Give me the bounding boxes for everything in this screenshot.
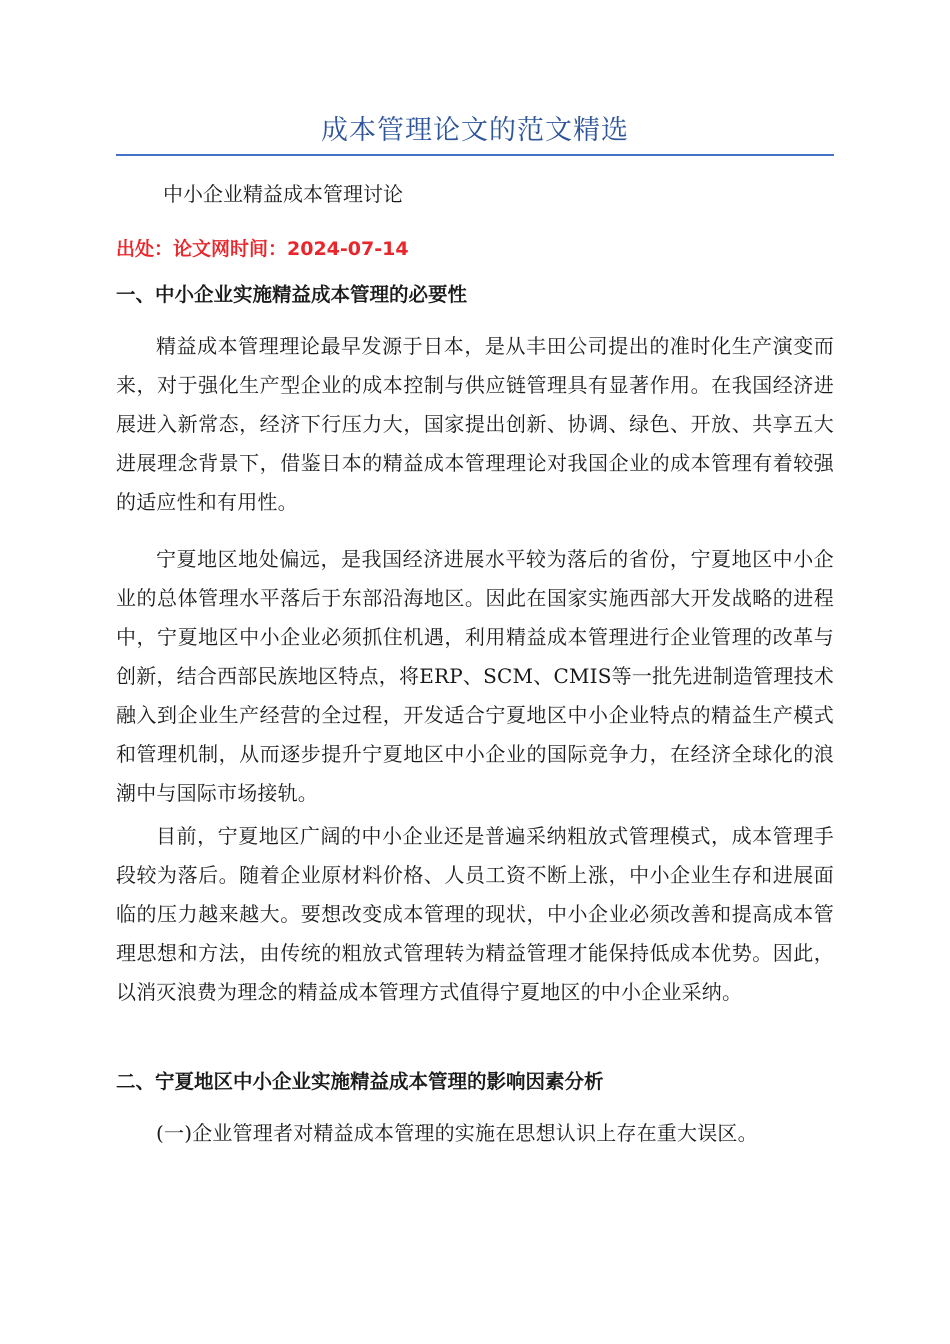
source-date-line: 出处：论文网时间：2024-07-14 <box>116 238 409 260</box>
title-underline <box>116 154 834 156</box>
document-subtitle: 中小企业精益成本管理讨论 <box>163 182 403 206</box>
paragraph-4: (一)企业管理者对精益成本管理的实施在思想认识上存在重大误区。 <box>156 1121 758 1145</box>
paragraph-1: 精益成本管理理论最早发源于日本，是从丰田公司提出的准时化生产演变而来，对于强化生产型企业的成本控制与供应链管理具有显著作用。在我国经济进展进入新常态，经济下行压力大，国家提出创新、协调、绿色、开放、共享五大进展理念背景下，借鉴日本的精益成本管理理论对我国企业的成本管理有着较强的适应性和有用性。 <box>116 334 834 514</box>
section-heading-2: 二、宁夏地区中小企业实施精益成本管理的影响因素分析 <box>116 1070 604 1093</box>
paragraph-3: 目前，宁夏地区广阔的中小企业还是普遍采纳粗放式管理模式，成本管理手段较为落后。随着企业原材料价格、人员工资不断上涨，中小企业生存和进展面临的压力越来越大。要想改变成本管理的现状，中小企业必须改善和提高成本管理思想和方法，由传统的粗放式管理转为精益管理才能保持低成本优势。因此，以消灭浪费为理念的精益成本管理方式值得宁夏地区的中小企业采纳。 <box>116 824 834 1004</box>
paragraph-2: 宁夏地区地处偏远，是我国经济进展水平较为落后的省份，宁夏地区中小企业的总体管理水平落后于东部沿海地区。因此在国家实施西部大开发战略的进程中，宁夏地区中小企业必须抓住机遇，利用精益成本管理进行企业管理的改革与创新，结合西部民族地区特点，将ERP、SCM、CMIS等一批先进制造管理技术融入到企业生产经营的全过程，开发适合宁夏地区中小企业特点的精益生产模式和管理机制，从而逐步提升宁夏地区中小企业的国际竞争力，在经济全球化的浪潮中与国际市场接轨。 <box>116 547 834 805</box>
section-heading-1: 一、中小企业实施精益成本管理的必要性 <box>116 283 468 306</box>
document-title: 成本管理论文的范文精选 <box>321 115 629 146</box>
